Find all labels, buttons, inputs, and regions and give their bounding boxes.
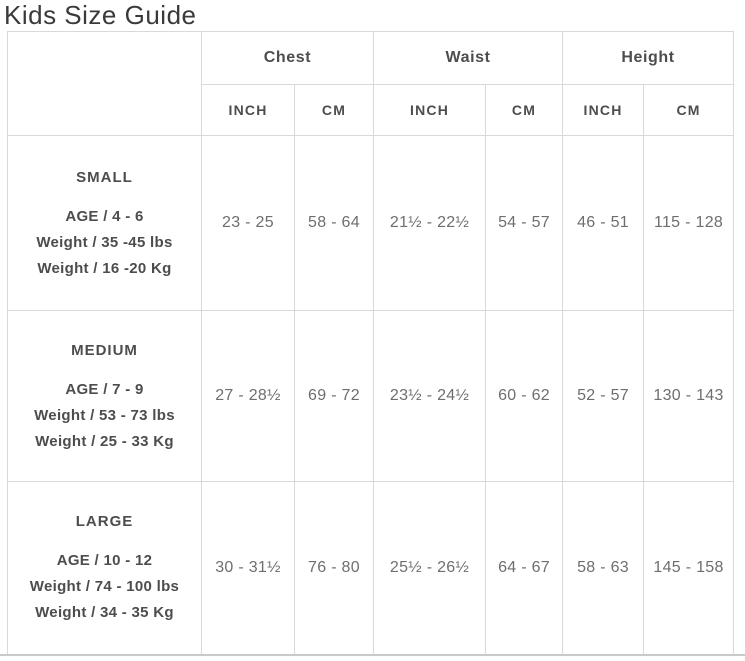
height-inch-value: 58 - 63 [563, 482, 644, 654]
size-weight-kg: Weight / 25 - 33 Kg [35, 432, 174, 450]
bottom-divider [0, 654, 745, 656]
waist-inch-value: 23½ - 24½ [374, 311, 486, 482]
waist-cm-value: 60 - 62 [486, 311, 563, 482]
size-label-cell [8, 482, 202, 654]
size-label-cell [8, 136, 202, 311]
height-inch-value: 52 - 57 [563, 311, 644, 482]
height-cm-value: 130 - 143 [644, 311, 734, 482]
size-weight-lbs: Weight / 35 -45 lbs [36, 233, 173, 251]
chest-cm-value: 76 - 80 [295, 482, 374, 654]
size-guide-table [7, 31, 734, 654]
size-weight-lbs: Weight / 74 - 100 lbs [29, 578, 180, 596]
size-name: LARGE [75, 513, 134, 531]
size-name: SMALL [76, 168, 133, 186]
column-group-height: Height [563, 32, 734, 85]
waist-cm-value: 64 - 67 [486, 482, 563, 654]
size-age: AGE / 7 - 9 [65, 380, 144, 398]
height-inch-value: 46 - 51 [563, 136, 644, 311]
empty-corner-cell [8, 32, 202, 136]
chest-inch-value: 27 - 28½ [202, 311, 295, 482]
table-row-large [8, 482, 734, 654]
chest-inch-value: 23 - 25 [202, 136, 295, 311]
waist-inch-value: 25½ - 26½ [374, 482, 486, 654]
chest-cm-value: 69 - 72 [295, 311, 374, 482]
table-row-small [8, 136, 734, 311]
height-cm-value: 115 - 128 [644, 136, 734, 311]
waist-inch-header: INCH [374, 85, 486, 136]
height-cm-value: 145 - 158 [644, 482, 734, 654]
group-header-row [8, 32, 734, 85]
size-name: MEDIUM [71, 341, 138, 359]
column-group-waist: Waist [374, 32, 563, 85]
height-cm-header: CM [644, 85, 734, 136]
waist-inch-value: 21½ - 22½ [374, 136, 486, 311]
size-age: AGE / 4 - 6 [65, 207, 144, 225]
chest-inch-value: 30 - 31½ [202, 482, 295, 654]
chest-inch-header: INCH [202, 85, 295, 136]
page-title: Kids Size Guide [4, 0, 197, 30]
size-weight-lbs: Weight / 53 - 73 lbs [34, 406, 175, 424]
table-row-medium [8, 311, 734, 482]
waist-cm-value: 54 - 57 [486, 136, 563, 311]
size-age: AGE / 10 - 12 [56, 552, 153, 570]
size-weight-kg: Weight / 16 -20 Kg [37, 259, 172, 277]
column-group-chest: Chest [202, 32, 374, 85]
size-label-cell [8, 311, 202, 482]
height-inch-header: INCH [563, 85, 644, 136]
waist-cm-header: CM [486, 85, 563, 136]
chest-cm-header: CM [295, 85, 374, 136]
size-weight-kg: Weight / 34 - 35 Kg [35, 604, 174, 622]
chest-cm-value: 58 - 64 [295, 136, 374, 311]
